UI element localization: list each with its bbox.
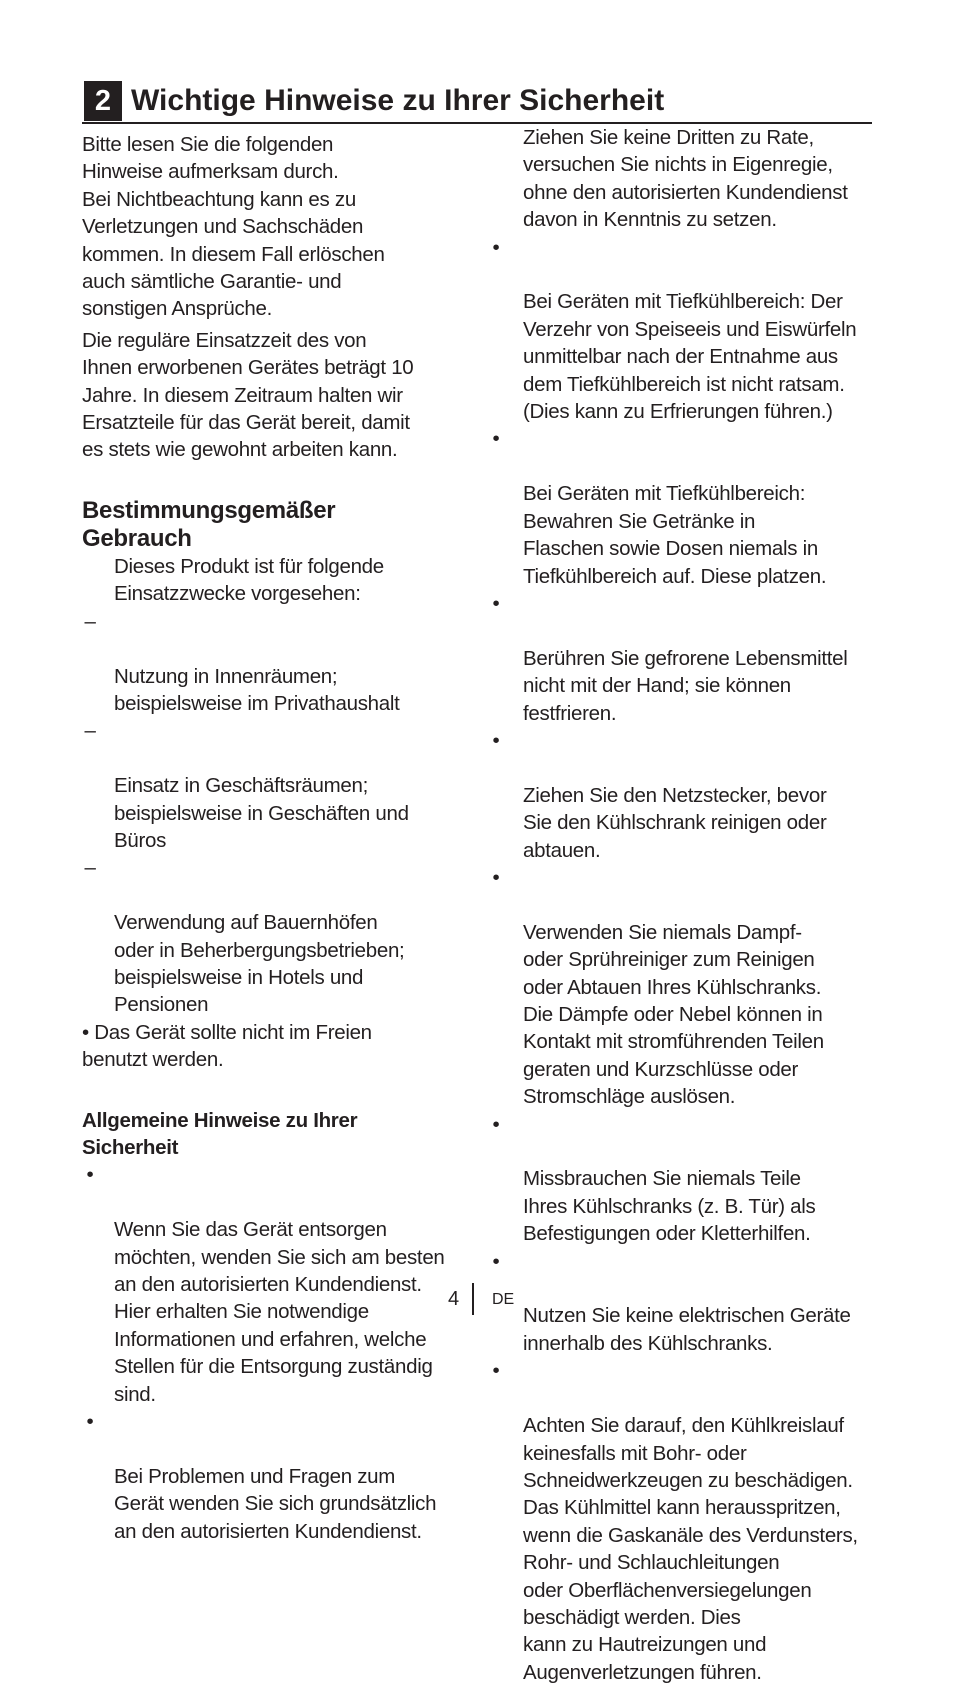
- list-item-text: Bei Geräten mit Tiefkühlbereich: Der Verzehr von Speiseeis und Eiswürfeln unmittelbar nach der Entnahme aus dem Tiefkühlbereich ist nicht ratsam. (Dies kann zu Erfrierungen führen.): [523, 290, 857, 424]
- list-item-text: Einsatz in Geschäftsräumen; beispielsweise in Geschäften und Büros: [114, 774, 409, 852]
- dash-mark: –: [84, 856, 96, 880]
- list-item: [490, 1357, 875, 1686]
- list-item: [82, 1408, 467, 1545]
- list-item: [82, 854, 467, 1018]
- list-item: [82, 608, 467, 718]
- language-code: DE: [492, 1291, 515, 1308]
- list-item-text: Verwendung auf Bauernhöfen oder in Beherbergungsbetrieben; beispielsweise in Hotels und Pensionen: [114, 911, 405, 1017]
- bullet-mark: •: [492, 728, 500, 752]
- bullet-mark: •: [492, 235, 500, 259]
- dash-mark: –: [84, 609, 96, 633]
- list-item: [82, 717, 467, 854]
- list-item-text: Berühren Sie gefrorene Lebensmittel nicht mit der Hand; sie können festfrieren.: [523, 646, 848, 725]
- bullet-mark: •: [492, 865, 500, 889]
- list-item-text: Bei Geräten mit Tiefkühlbereich: Bewahren Sie Getränke in Flaschen sowie Dosen niemals in Tiefkühlbereich auf. Diese platzen.: [523, 482, 827, 588]
- page-number: 4: [448, 1288, 460, 1310]
- left-column: [82, 131, 467, 1545]
- list-item-text: Achten Sie darauf, den Kühlkreislauf keinesfalls mit Bohr- oder Schneidwerkzeugen zu beschädigen. Das Kühlmittel kann herausspritzen, wenn die Gaskanäle des Verdunsters, Rohr- und Schlauchleitungen oder Oberflächenversiegelungen beschädigt werden. Dies kann zu Hautreizungen und Augenverletzungen führen.: [523, 1414, 858, 1684]
- list-item: [490, 590, 875, 727]
- bullet-mark: •: [86, 1410, 94, 1434]
- list-item-text: Nutzen Sie keine elektrischen Geräte innerhalb des Kühlschranks.: [523, 1304, 851, 1355]
- right-column: [490, 124, 875, 1686]
- list-item-text: Verwenden Sie niemals Dampf- oder Sprühreiniger zum Reinigen oder Abtauen Ihres Kühlschranks. Die Dämpfe oder Nebel können in Kontakt mit stromführenden Teilen geraten und Kurzschlüsse oder Stromschläge auslösen.: [523, 920, 824, 1109]
- bullet-mark: •: [492, 591, 500, 615]
- bullet-mark: •: [492, 1112, 500, 1136]
- bullet-mark: •: [492, 1249, 500, 1273]
- list-item: [490, 425, 875, 589]
- list-item: [490, 1111, 875, 1248]
- list-item-text: Wenn Sie das Gerät entsorgen möchten, wenden Sie sich am besten an den autorisierten Kundendienst. Hier erhalten Sie notwendige Informationen und erfahren, welche Stellen für die Entsorgung zuständig sind.: [114, 1218, 445, 1406]
- list-item: [490, 864, 875, 1111]
- list-item: [82, 1161, 467, 1408]
- page-title: Wichtige Hinweise zu Ihrer Sicherheit: [131, 84, 665, 117]
- continued-text: Ziehen Sie keine Dritten zu Rate, versuchen Sie nichts in Eigenregie, ohne den autorisierten Kundendienst davon in Kenntnis zu setzen.: [523, 126, 848, 232]
- outdoor-note: • Das Gerät sollte nicht im Freien benutzt werden.: [82, 1020, 372, 1072]
- bullet-mark: •: [86, 1163, 94, 1187]
- intended-use-heading: Bestimmungsgemäßer Gebrauch: [82, 496, 336, 552]
- list-item-text: Missbrauchen Sie niemals Teile Ihres Kühlschranks (z. B. Tür) als Befestigungen oder Kletterhilfen.: [523, 1167, 816, 1246]
- list-item-text: Ziehen Sie den Netzstecker, bevor Sie den Kühlschrank reinigen oder abtauen.: [523, 783, 827, 862]
- list-item: [490, 234, 875, 426]
- list-item: [490, 1248, 875, 1358]
- chapter-number: 2: [84, 81, 122, 121]
- intro-paragraph-2: Die reguläre Einsatzzeit des von Ihnen erworbenen Gerätes beträgt 10 Jahre. In diesem Zeitraum halten wir Ersatzteile für das Gerät bereit, damit es stets wie gewohnt arbeiten kann.: [82, 328, 414, 462]
- list-item-text: Bei Problemen und Fragen zum Gerät wenden Sie sich grundsätzlich an den autorisierten Kundendienst.: [114, 1464, 437, 1543]
- list-item: [490, 727, 875, 864]
- intended-use-intro: Dieses Produkt ist für folgende Einsatzzwecke vorgesehen:: [114, 554, 384, 606]
- intro-paragraph-1: Bitte lesen Sie die folgenden Hinweise aufmerksam durch. Bei Nichtbeachtung kann es zu Verletzungen und Sachschäden kommen. In diesem Fall erlöschen auch sämtliche Garantie- und sonstigen Ansprüche.: [82, 133, 385, 321]
- dash-mark: –: [84, 719, 96, 743]
- bullet-mark: •: [492, 427, 500, 451]
- general-safety-heading: Allgemeine Hinweise zu Ihrer Sicherheit: [82, 1108, 358, 1159]
- bullet-mark: •: [492, 1359, 500, 1383]
- footer-separator: [472, 1283, 474, 1315]
- list-item-text: Nutzung in Innenräumen; beispielsweise im Privathaushalt: [114, 664, 400, 715]
